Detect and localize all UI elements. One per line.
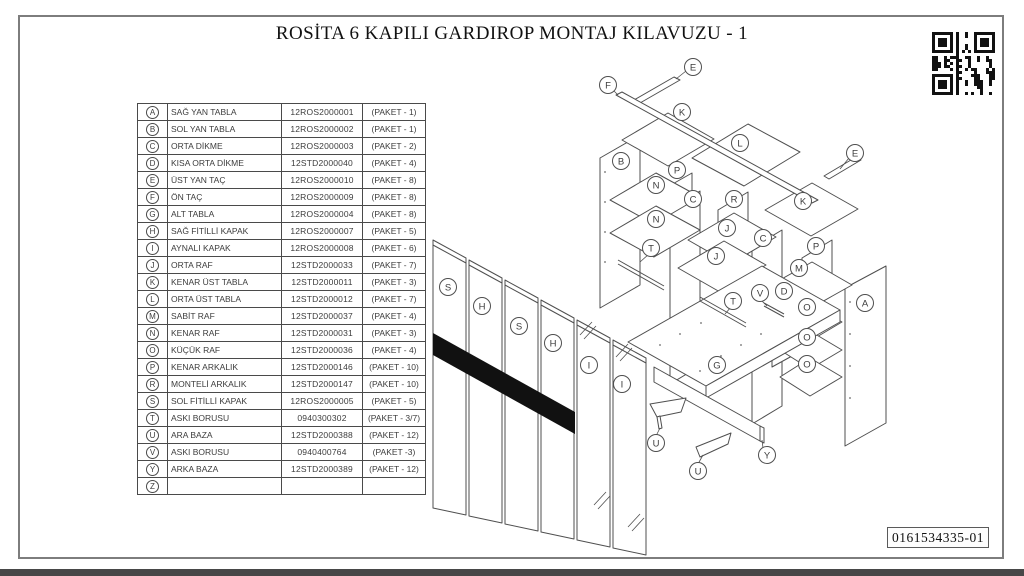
part-name-cell: AYNALI KAPAK bbox=[168, 240, 282, 257]
part-name-cell: ORTA RAF bbox=[168, 257, 282, 274]
diagram-label-text: S bbox=[515, 321, 523, 333]
part-name-cell: ÖN TAÇ bbox=[168, 189, 282, 206]
part-number-cell: 12STD2000146 bbox=[282, 359, 363, 376]
part-name-cell: SOL YAN TABLA bbox=[168, 121, 282, 138]
diagram-label-text: B bbox=[617, 156, 625, 168]
top-board-right bbox=[765, 183, 858, 236]
packet-cell: (PAKET - 7) bbox=[363, 291, 426, 308]
part-name-cell: ARA BAZA bbox=[168, 427, 282, 444]
diagram-label-text: Y bbox=[763, 450, 771, 462]
part-code-badge: G bbox=[146, 208, 159, 221]
part-code-badge: U bbox=[146, 429, 159, 442]
part-code-badge: R bbox=[146, 378, 159, 391]
diagram-label-text: P bbox=[673, 165, 681, 177]
packet-cell: (PAKET - 12) bbox=[363, 427, 426, 444]
part-code-badge: O bbox=[146, 344, 159, 357]
part-number-cell: 12STD2000036 bbox=[282, 342, 363, 359]
part-name-cell: ORTA ÜST TABLA bbox=[168, 291, 282, 308]
part-code-badge: N bbox=[146, 327, 159, 340]
part-code-badge: Z bbox=[146, 480, 159, 493]
diagram-label-text: N bbox=[652, 180, 660, 192]
part-code-badge: J bbox=[146, 259, 159, 272]
diagram-label-text: A bbox=[861, 298, 869, 310]
packet-cell: (PAKET - 10) bbox=[363, 359, 426, 376]
diagram-label-text: K bbox=[678, 107, 686, 119]
part-code-badge: L bbox=[146, 293, 159, 306]
part-name-cell: ASKI BORUSU bbox=[168, 444, 282, 461]
diagram-label-text: G bbox=[713, 360, 721, 372]
part-code-badge: Y bbox=[146, 463, 159, 476]
document-number: 0161534335-01 bbox=[887, 527, 989, 548]
part-number-cell: 12ROS2000001 bbox=[282, 104, 363, 121]
mirror-door-2 bbox=[613, 340, 646, 555]
part-code-badge: B bbox=[146, 123, 159, 136]
part-code-badge: S bbox=[146, 395, 159, 408]
part-name-cell: KÜÇÜK RAF bbox=[168, 342, 282, 359]
part-name-cell: SAĞ YAN TABLA bbox=[168, 104, 282, 121]
packet-cell: (PAKET - 8) bbox=[363, 189, 426, 206]
part-code-badge: P bbox=[146, 361, 159, 374]
page-title: ROSİTA 6 KAPILI GARDIROP MONTAJ KILAVUZU - 1 bbox=[275, 23, 749, 44]
part-name-cell: KENAR ÜST TABLA bbox=[168, 274, 282, 291]
part-number-cell: 12STD2000012 bbox=[282, 291, 363, 308]
panel-right-side bbox=[845, 266, 886, 446]
diagram-label-text: T bbox=[648, 243, 654, 255]
part-number-cell: 12STD2000031 bbox=[282, 325, 363, 342]
part-name-cell: KENAR RAF bbox=[168, 325, 282, 342]
packet-cell: (PAKET - 3/7) bbox=[363, 410, 426, 427]
diagram-label-text: K bbox=[799, 196, 807, 208]
part-number-cell: 0940400764 bbox=[282, 444, 363, 461]
part-number-cell: 12STD2000037 bbox=[282, 308, 363, 325]
diagram-label-text: U bbox=[694, 466, 702, 478]
part-name-cell: ORTA DİKME bbox=[168, 138, 282, 155]
diagram-label-text: E bbox=[689, 62, 697, 74]
part-code-badge: T bbox=[146, 412, 159, 425]
part-code-badge: E bbox=[146, 174, 159, 187]
packet-cell: (PAKET -3) bbox=[363, 444, 426, 461]
diagram-label-text: U bbox=[652, 438, 660, 450]
diagram-label-text: I bbox=[620, 379, 624, 391]
diagram-label-text: S bbox=[444, 282, 452, 294]
diagram-label-text: F bbox=[605, 80, 611, 92]
part-name-cell: ASKI BORUSU bbox=[168, 410, 282, 427]
part-name-cell: KISA ORTA DİKME bbox=[168, 155, 282, 172]
part-number-cell: 12STD2000011 bbox=[282, 274, 363, 291]
part-number-cell: 12ROS2000002 bbox=[282, 121, 363, 138]
packet-cell: (PAKET - 4) bbox=[363, 308, 426, 325]
part-number-cell: 12STD2000040 bbox=[282, 155, 363, 172]
diagram-label-text: E bbox=[851, 148, 859, 160]
diagram-label-text: I bbox=[587, 360, 591, 372]
part-name-cell: SABİT RAF bbox=[168, 308, 282, 325]
part-code-badge: V bbox=[146, 446, 159, 459]
part-number-cell: 12STD2000388 bbox=[282, 427, 363, 444]
diagram-label-text: O bbox=[803, 332, 811, 344]
packet-cell: (PAKET - 2) bbox=[363, 138, 426, 155]
diagram-label-text: R bbox=[730, 194, 738, 206]
part-number-cell: 12ROS2000009 bbox=[282, 189, 363, 206]
diagram-label-text: O bbox=[803, 302, 811, 314]
part-number-cell: 12ROS2000010 bbox=[282, 172, 363, 189]
part-number-cell: 12STD2000033 bbox=[282, 257, 363, 274]
packet-cell: (PAKET - 5) bbox=[363, 223, 426, 240]
base-wedge-2 bbox=[696, 433, 731, 457]
packet-cell: (PAKET - 3) bbox=[363, 274, 426, 291]
packet-cell: (PAKET - 12) bbox=[363, 461, 426, 478]
part-code-badge: F bbox=[146, 191, 159, 204]
diagram-label-text: C bbox=[759, 233, 767, 245]
packet-cell: (PAKET - 6) bbox=[363, 240, 426, 257]
packet-cell: (PAKET - 7) bbox=[363, 257, 426, 274]
packet-cell: (PAKET - 4) bbox=[363, 155, 426, 172]
packet-cell: (PAKET - 10) bbox=[363, 376, 426, 393]
part-number-cell: 12ROS2000005 bbox=[282, 393, 363, 410]
crown-strip-left bbox=[634, 77, 680, 103]
mirror-door-1 bbox=[577, 320, 610, 547]
diagram-label-text: L bbox=[737, 138, 743, 150]
packet-cell: (PAKET - 8) bbox=[363, 172, 426, 189]
part-code-badge: K bbox=[146, 276, 159, 289]
bottom-bar bbox=[0, 569, 1024, 576]
base-wedge-1-flap bbox=[657, 416, 662, 429]
packet-cell: (PAKET - 4) bbox=[363, 342, 426, 359]
packet-cell: (PAKET - 1) bbox=[363, 104, 426, 121]
part-name-cell: SOL FİTİLLİ KAPAK bbox=[168, 393, 282, 410]
part-code-badge: C bbox=[146, 140, 159, 153]
packet-cell: (PAKET - 5) bbox=[363, 393, 426, 410]
part-number-cell: 12ROS2000008 bbox=[282, 240, 363, 257]
diagram-label-text: M bbox=[795, 263, 803, 275]
part-name-cell: ARKA BAZA bbox=[168, 461, 282, 478]
base-wedge-1 bbox=[650, 398, 686, 417]
part-number-cell: 12STD2000147 bbox=[282, 376, 363, 393]
part-number-cell: 12STD2000389 bbox=[282, 461, 363, 478]
diagram-label-text: P bbox=[812, 241, 820, 253]
packet-cell: (PAKET - 3) bbox=[363, 325, 426, 342]
part-number-cell: 12ROS2000003 bbox=[282, 138, 363, 155]
part-name-cell: SAĞ FİTİLLİ KAPAK bbox=[168, 223, 282, 240]
part-name-cell: ÜST YAN TAÇ bbox=[168, 172, 282, 189]
part-number-cell: 12ROS2000004 bbox=[282, 206, 363, 223]
diagram-label-text: V bbox=[756, 288, 764, 300]
part-number-cell: 12ROS2000007 bbox=[282, 223, 363, 240]
diagram-label-text: N bbox=[652, 214, 660, 226]
diagram-label-text: D bbox=[780, 286, 788, 298]
part-name-cell: ALT TABLA bbox=[168, 206, 282, 223]
diagram-label-text: J bbox=[724, 223, 730, 235]
part-code-badge: H bbox=[146, 225, 159, 238]
top-board-mid bbox=[692, 124, 800, 186]
diagram-label-text: T bbox=[730, 296, 736, 308]
part-name-cell: KENAR ARKALIK bbox=[168, 359, 282, 376]
part-code-badge: A bbox=[146, 106, 159, 119]
packet-cell: (PAKET - 8) bbox=[363, 206, 426, 223]
diagram-label-text: H bbox=[549, 338, 557, 350]
packet-cell: (PAKET - 1) bbox=[363, 121, 426, 138]
part-name-cell: MONTELİ ARKALIK bbox=[168, 376, 282, 393]
part-code-badge: M bbox=[146, 310, 159, 323]
diagram-label-text: J bbox=[713, 251, 719, 263]
part-number-cell: 0940300302 bbox=[282, 410, 363, 427]
diagram-label-text: H bbox=[478, 301, 486, 313]
diagram-label-text: C bbox=[689, 194, 697, 206]
part-code-badge: D bbox=[146, 157, 159, 170]
part-code-badge: I bbox=[146, 242, 159, 255]
diagram-label-text: O bbox=[803, 359, 811, 371]
